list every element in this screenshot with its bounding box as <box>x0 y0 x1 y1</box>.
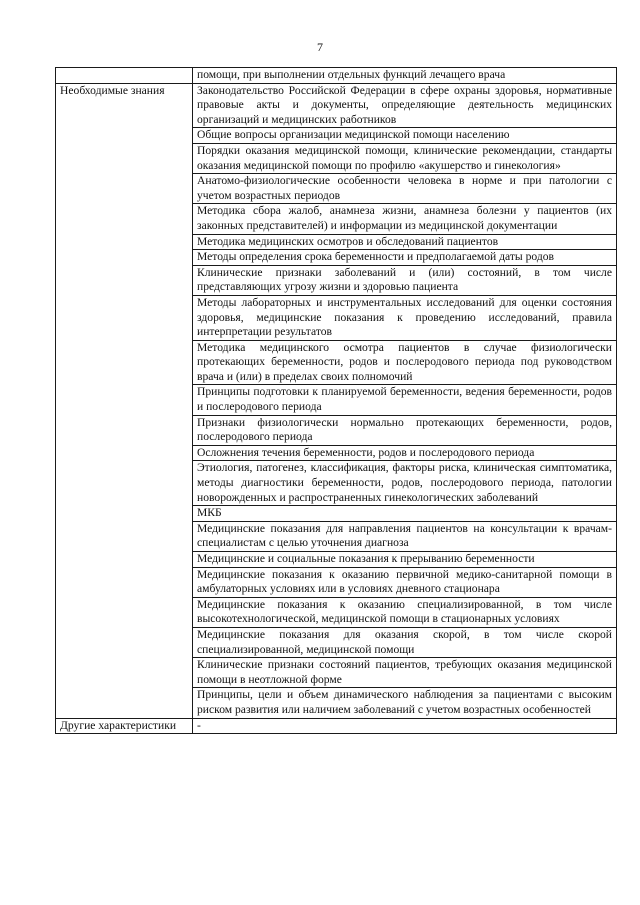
knowledge-item: Клинические признаки заболеваний и (или) состояний, в том числе представляющих угрозу жизни и здоровью пациента <box>193 265 617 295</box>
knowledge-item: Осложнения течения беременности, родов и послеродового периода <box>193 445 617 461</box>
page-number: 7 <box>317 40 323 54</box>
knowledge-item: Клинические признаки состояний пациентов, требующих оказания медицинской помощи в неотложной форме <box>193 658 617 688</box>
table-row <box>56 68 617 84</box>
knowledge-item: Методы определения срока беременности и предполагаемой даты родов <box>193 250 617 266</box>
knowledge-item: Методика медицинского осмотра пациентов в случае физиологически протекающих беременности, родов и послеродового периода под руководством врача и (или) в пределах своих полномочий <box>193 340 617 385</box>
knowledge-item: Медицинские показания для оказания скорой, в том числе скорой специализированной, медицинской помощи <box>193 627 617 657</box>
knowledge-item: Принципы подготовки к планируемой беременности, ведения беременности, родов и послеродового периода <box>193 385 617 415</box>
knowledge-item: МКБ <box>193 506 617 522</box>
continuation-text: помощи, при выполнении отдельных функций лечащего врача <box>193 68 617 84</box>
knowledge-item: Медицинские показания к оказанию первичной медико-санитарной помощи в амбулаторных условиях или в условиях дневного стационара <box>193 567 617 597</box>
knowledge-item: Методы лабораторных и инструментальных исследований для оценки состояния здоровья, медицинские показания к проведению исследований, правила интерпретации результатов <box>193 295 617 340</box>
other-section-value: - <box>193 718 617 734</box>
knowledge-item: Анатомо-физиологические особенности человека в норме и при патологии с учетом возрастных периодов <box>193 174 617 204</box>
empty-label-cell <box>56 68 193 84</box>
knowledge-item: Порядки оказания медицинской помощи, клинические рекомендации, стандарты оказания медицинской помощи по профилю «акушерство и гинекология» <box>193 143 617 173</box>
table-row <box>56 718 617 734</box>
knowledge-item: Этиология, патогенез, классификация, факторы риска, клиническая симптоматика, методы диагностики беременности, родов, послеродового периода, патологии новорожденных и распространенных гинекологических заболеваний <box>193 461 617 506</box>
knowledge-item: Признаки физиологически нормально протекающих беременности, родов, послеродового периода <box>193 415 617 445</box>
other-section-label: Другие характеристики <box>56 718 193 734</box>
knowledge-section-label: Необходимые знания <box>56 83 193 718</box>
knowledge-item: Общие вопросы организации медицинской помощи населению <box>193 128 617 144</box>
knowledge-item: Медицинские показания для направления пациентов на консультации к врачам-специалистам с целью уточнения диагноза <box>193 521 617 551</box>
knowledge-table <box>55 67 617 734</box>
knowledge-item: Принципы, цели и объем динамического наблюдения за пациентами с высоким риском развития или наличием заболеваний с учетом возрастных особенностей <box>193 688 617 718</box>
knowledge-item: Медицинские показания к оказанию специализированной, в том числе высокотехнологической, медицинской помощи в стационарных условиях <box>193 597 617 627</box>
table-row <box>56 83 617 128</box>
knowledge-item: Медицинские и социальные показания к прерыванию беременности <box>193 552 617 568</box>
knowledge-item: Методика сбора жалоб, анамнеза жизни, анамнеза болезни у пациентов (их законных представителей) и информации из медицинской документации <box>193 204 617 234</box>
knowledge-item: Методика медицинских осмотров и обследований пациентов <box>193 234 617 250</box>
knowledge-item: Законодательство Российской Федерации в сфере охраны здоровья, нормативные правовые акты и документы, определяющие деятельность медицинских организаций и медицинских работников <box>193 83 617 128</box>
